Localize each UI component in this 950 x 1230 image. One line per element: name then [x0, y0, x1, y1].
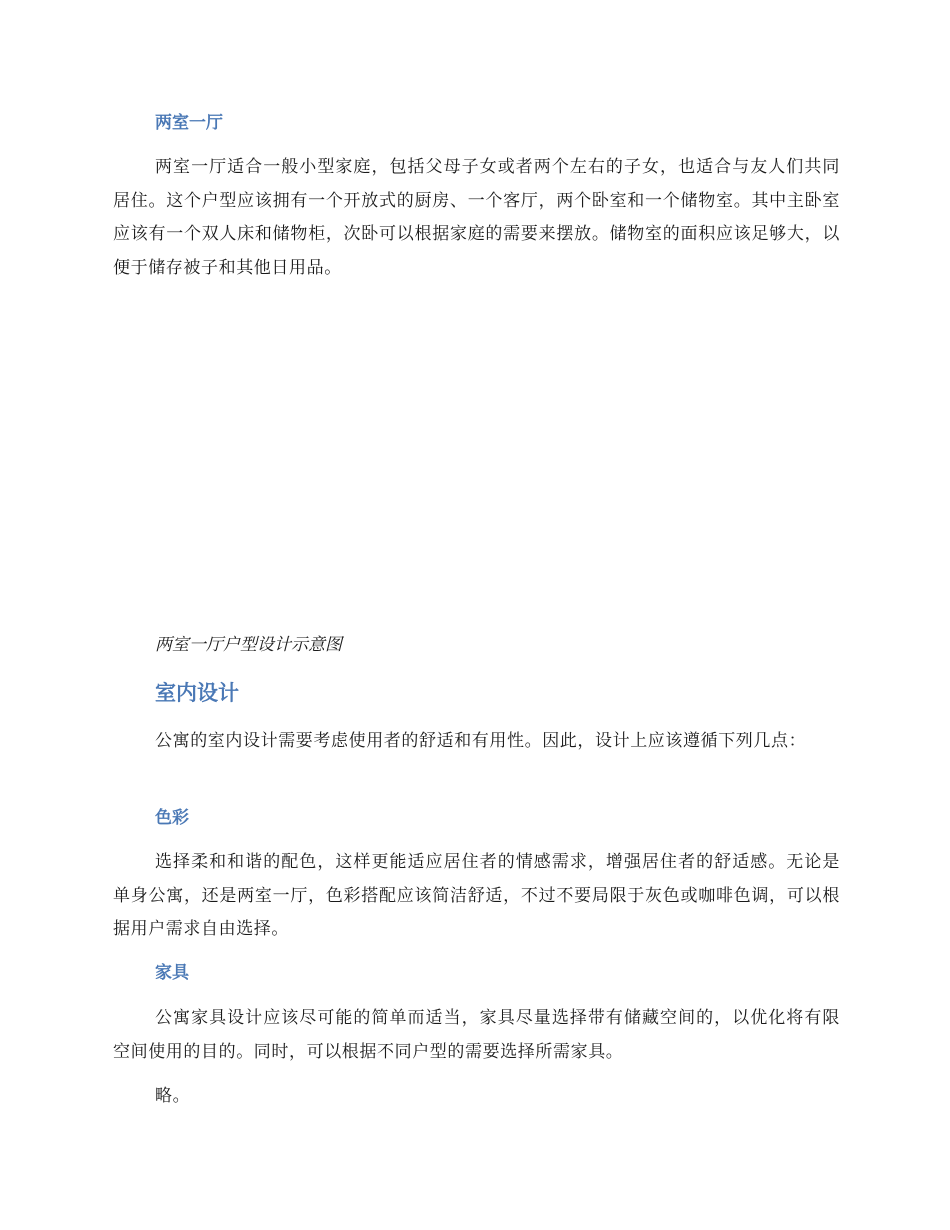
paragraph-two-room: 两室一厅适合一般小型家庭，包括父母子女或者两个左右的子女，也适合与友人们共同居住。这个户型应该拥有一个开放式的厨房、一个客厅，两个卧室和一个储物室。其中主卧室应该有一个双人床和储物柜，次卧可以根据家庭的需要来摆放。储物室的面积应该足够大，以便于储存被子和其他日用品。: [113, 157, 840, 278]
figure-placeholder: [113, 290, 840, 620]
figure-caption: 两室一厅户型设计示意图: [155, 635, 342, 655]
section-heading-interior: 室内设计: [155, 681, 239, 705]
section-heading-color: 色彩: [155, 808, 189, 828]
paragraph-interior: 公寓的室内设计需要考虑使用者的舒适和有用性。因此，设计上应该遵循下列几点：: [155, 731, 807, 751]
paragraph-furniture: 公寓家具设计应该尽可能的简单而适当，家具尽量选择带有储藏空间的，以优化将有限空间使用的目的。同时，可以根据不同户型的需要选择所需家具。: [113, 1008, 840, 1062]
section-heading-furniture: 家具: [155, 963, 189, 983]
section-heading-two-room: 两室一厅: [155, 113, 223, 133]
paragraph-ending: 略。: [155, 1086, 191, 1106]
paragraph-color: 选择柔和和谐的配色，这样更能适应居住者的情感需求，增强居住者的舒适感。无论是单身公寓，还是两室一厅，色彩搭配应该简洁舒适，不过不要局限于灰色或咖啡色调，可以根据用户需求自由选择。: [113, 852, 840, 939]
